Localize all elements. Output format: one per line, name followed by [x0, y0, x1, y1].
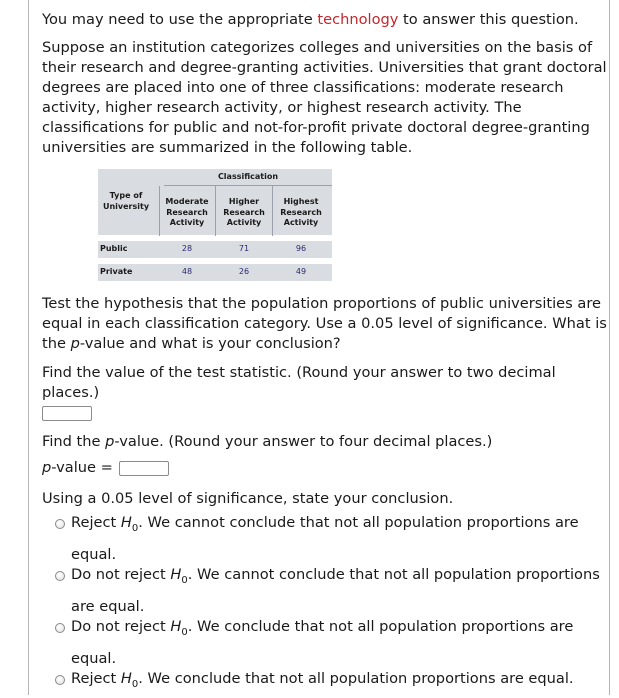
technology-link[interactable]: technology [317, 11, 399, 28]
intro-before: You may need to use the appropriate [42, 11, 318, 28]
private-moderate: 48 [181, 267, 193, 276]
option-2-label[interactable]: Do not reject $H_0$. We cannot conclude that not all population proportions are equal. [71, 566, 600, 615]
pvalue-label: p-value = [42, 459, 113, 476]
intro-text [42, 10, 579, 30]
option-1-radio[interactable] [55, 519, 65, 529]
type-header: Type of University [102, 191, 150, 211]
conclusion-prompt: Using a 0.05 level of significance, state your conclusion. [42, 490, 454, 507]
vline-3 [272, 186, 273, 236]
hypothesis-text: Test the hypothesis that the population proportions of public universities are equal in each classification category. Use a 0.05 level of significance. What is the p-value and what is your conclusion? [42, 295, 607, 352]
option-3-radio[interactable] [55, 623, 65, 633]
row-label-private: Private [100, 267, 133, 276]
option-4-radio[interactable] [55, 675, 65, 685]
pvalue-input[interactable] [119, 461, 169, 476]
public-higher: 71 [238, 244, 250, 253]
classification-header: Classification [217, 172, 279, 181]
pvalue-prompt: Find the p-value. (Round your answer to four decimal places.) [42, 433, 493, 450]
private-higher: 26 [238, 267, 250, 276]
public-moderate: 28 [181, 244, 193, 253]
option-3-label[interactable]: Do not reject $H_0$. We conclude that not all population proportions are equal. [71, 618, 574, 667]
problem-text: Suppose an institution categorizes colleges and universities on the basis of their research and degree-granting activities. Universities that grant doctoral degrees are placed into one of three classifications: moderate research activity, higher research activity, or highest research activity. The classifications for public and not-for-profit private doctoral degree-granting universities are summarized in the following table. [42, 39, 607, 156]
option-4-label[interactable]: Reject $H_0$. We conclude that not all population proportions are equal. [71, 670, 574, 690]
private-highest: 49 [295, 267, 307, 276]
test-statistic-input[interactable] [42, 406, 92, 421]
intro-after: to answer this question. [398, 11, 579, 28]
row-label-public: Public [100, 244, 128, 253]
col-highest: Highest Research Activity [280, 197, 322, 227]
public-highest: 96 [295, 244, 307, 253]
vline-2 [215, 186, 216, 236]
vline-1 [159, 186, 160, 236]
header-rule [164, 185, 332, 186]
option-1-label[interactable]: Reject $H_0$. We cannot conclude that not all population proportions are equal. [71, 514, 579, 563]
classification-table [98, 169, 332, 286]
col-moderate: Moderate Research Activity [165, 197, 209, 227]
test-stat-prompt: Find the value of the test statistic. (Round your answer to two decimal places.) [42, 364, 556, 401]
option-2-radio[interactable] [55, 571, 65, 581]
col-higher: Higher Research Activity [223, 197, 265, 227]
